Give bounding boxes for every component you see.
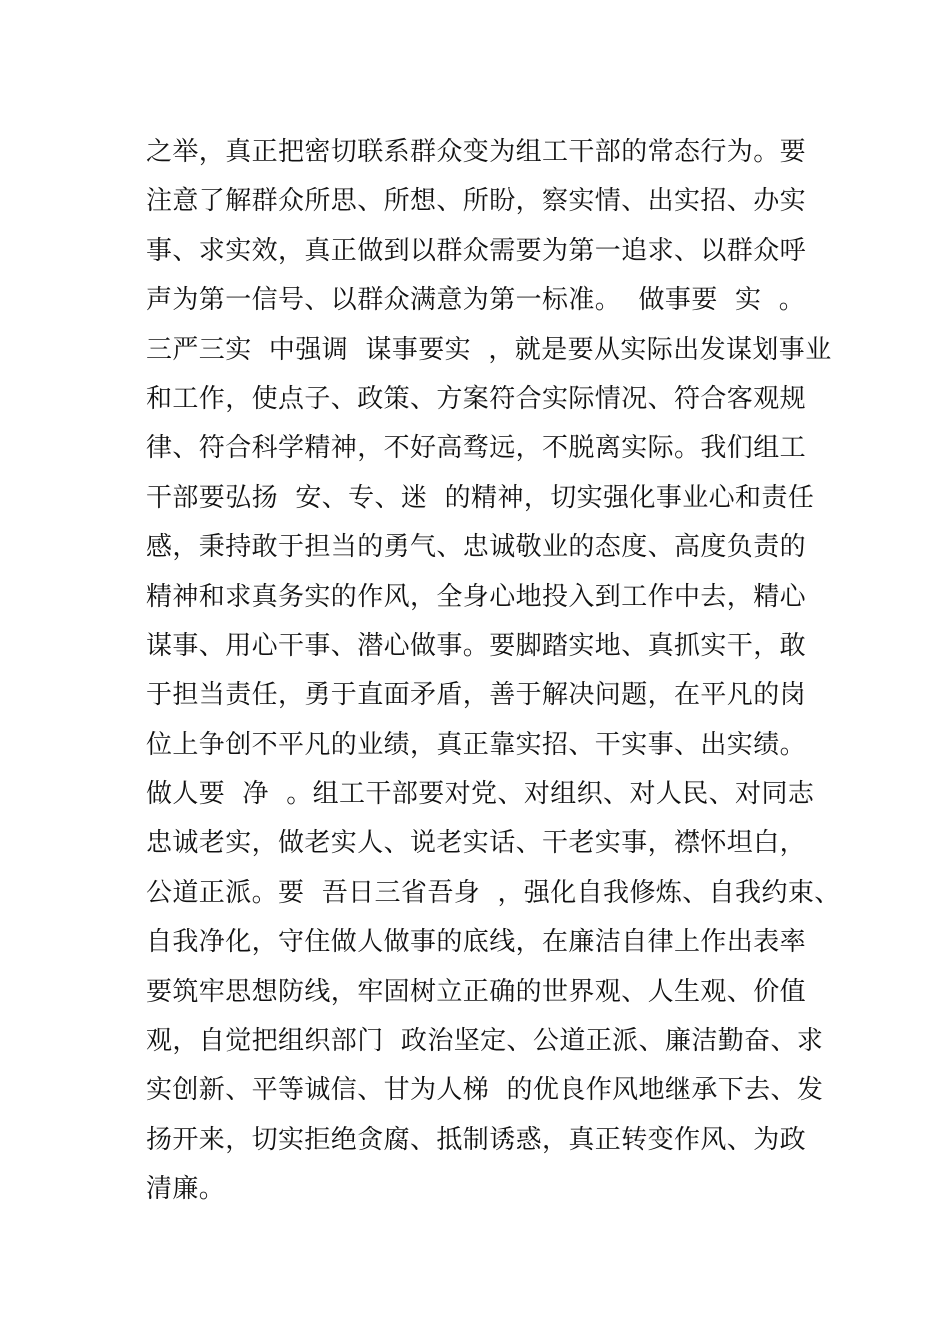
text-line: 观，自觉把组织部门 政治坚定、公道正派、廉洁勤奋、求 — [146, 1026, 824, 1057]
body-text — [146, 128, 866, 1215]
text-line: 位上争创不平凡的业绩，真正靠实招、干实事、出实绩。 — [146, 729, 807, 760]
text-line: 精神和求真务实的作风，全身心地投入到工作中去，精心 — [146, 581, 807, 612]
text-line: 忠诚老实，做老实人、说老实话、干老实事，襟怀坦白， — [146, 828, 807, 859]
text-line: 自我净化，守住做人做事的底线，在廉洁自律上作出表率 — [146, 927, 807, 958]
text-line: 注意了解群众所思、所想、所盼，察实情、出实招、办实 — [146, 186, 807, 217]
text-line: 清廉。 — [146, 1174, 226, 1205]
text-line: 感，秉持敢于担当的勇气、忠诚敬业的态度、高度负责的 — [146, 532, 807, 563]
text-line: 和工作，使点子、政策、方案符合实际情况、符合客观规 — [146, 383, 807, 414]
text-line: 谋事、用心干事、潜心做事。要脚踏实地、真抓实干，敢 — [146, 630, 807, 661]
text-line: 事、求实效，真正做到以群众需要为第一追求、以群众呼 — [146, 235, 807, 266]
text-line: 扬开来，切实拒绝贪腐、抵制诱惑，真正转变作风、为政 — [146, 1124, 807, 1155]
text-line: 之举，真正把密切联系群众变为组工干部的常态行为。要 — [146, 137, 807, 167]
text-line: 实创新、平等诚信、甘为人梯 的优良作风地继承下去、发 — [146, 1075, 824, 1106]
text-line: 于担当责任，勇于直面矛盾，善于解决问题，在平凡的岗 — [146, 680, 807, 711]
text-line: 律、符合科学精神，不好高骛远，不脱离实际。我们组工 — [146, 433, 807, 464]
text-line: 做人要 净 。组工干部要对党、对组织、对人民、对同志 — [146, 779, 815, 810]
text-line: 声为第一信号、以群众满意为第一标准。 做事要 实 。 — [146, 285, 806, 316]
text-line: 要筑牢思想防线，牢固树立正确的世界观、人生观、价值 — [146, 976, 807, 1007]
text-line: 公道正派。要 吾日三省吾身 ，强化自我修炼、自我约束、 — [146, 877, 841, 908]
text-line: 三严三实 中强调 谋事要实 ，就是要从实际出发谋划事业 — [146, 334, 832, 365]
text-line: 干部要弘扬 安、专、迷 的精神，切实强化事业心和责任 — [146, 482, 815, 513]
